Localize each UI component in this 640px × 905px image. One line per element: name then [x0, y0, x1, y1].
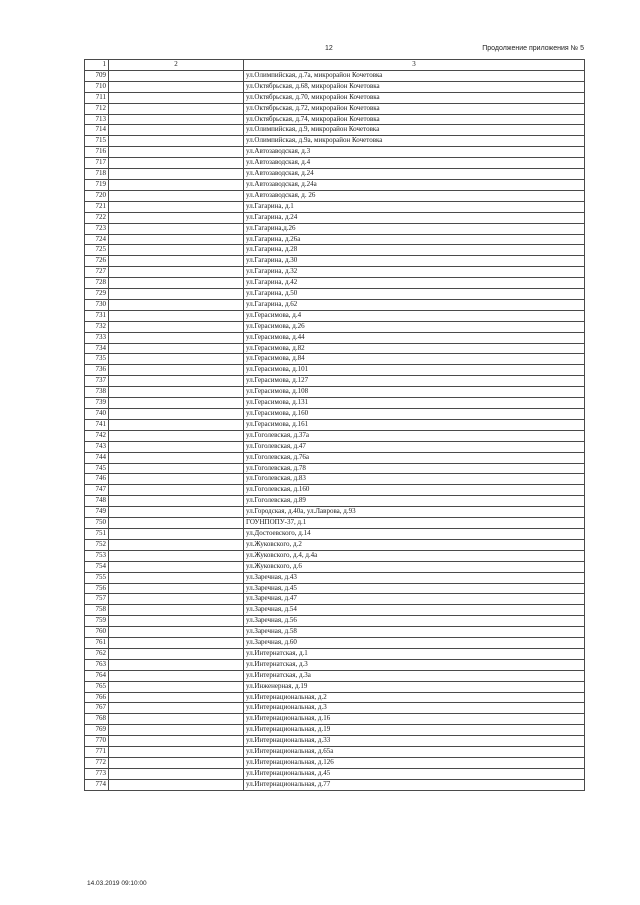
row-number: 768	[85, 714, 109, 725]
row-number: 716	[85, 147, 109, 158]
row-empty-cell	[109, 670, 244, 681]
row-address: ул.Автозаводская, д. 26	[244, 190, 585, 201]
table-row	[85, 725, 585, 736]
table-row	[85, 605, 585, 616]
row-number: 713	[85, 114, 109, 125]
row-number: 752	[85, 539, 109, 550]
table-row	[85, 234, 585, 245]
row-empty-cell	[109, 158, 244, 169]
table-row	[85, 550, 585, 561]
row-number: 744	[85, 452, 109, 463]
row-empty-cell	[109, 234, 244, 245]
table-row	[85, 627, 585, 638]
row-empty-cell	[109, 136, 244, 147]
row-address: ул.Жуковского, д.6	[244, 561, 585, 572]
row-empty-cell	[109, 616, 244, 627]
row-address: ул.Герасимова, д.4	[244, 310, 585, 321]
row-empty-cell	[109, 223, 244, 234]
table-row	[85, 594, 585, 605]
table-row	[85, 638, 585, 649]
row-empty-cell	[109, 125, 244, 136]
print-timestamp: 14.03.2019 09:10:00	[87, 880, 147, 887]
row-address: ул.Интернатская, д.3	[244, 659, 585, 670]
row-address: ул.Гагарина, д.30	[244, 256, 585, 267]
table-row	[85, 190, 585, 201]
row-number: 740	[85, 409, 109, 420]
row-empty-cell	[109, 496, 244, 507]
address-table	[84, 59, 585, 791]
row-address: ул.Гоголевская, д.78	[244, 463, 585, 474]
row-empty-cell	[109, 779, 244, 790]
row-number: 746	[85, 474, 109, 485]
row-number: 757	[85, 594, 109, 605]
table-row	[85, 507, 585, 518]
row-empty-cell	[109, 179, 244, 190]
row-empty-cell	[109, 332, 244, 343]
row-empty-cell	[109, 147, 244, 158]
row-number: 731	[85, 310, 109, 321]
table-row	[85, 463, 585, 474]
row-empty-cell	[109, 190, 244, 201]
table-row	[85, 485, 585, 496]
table-row	[85, 758, 585, 769]
row-address: ул.Заречная, д.58	[244, 627, 585, 638]
row-number: 749	[85, 507, 109, 518]
row-empty-cell	[109, 289, 244, 300]
row-address: ул.Герасимова, д.160	[244, 409, 585, 420]
table-row	[85, 267, 585, 278]
row-number: 730	[85, 299, 109, 310]
row-address: ул.Городская, д.40а, ул.Лаврова, д.93	[244, 507, 585, 518]
row-number: 747	[85, 485, 109, 496]
table-row	[85, 441, 585, 452]
row-address: ул.Гоголевская, д.37а	[244, 430, 585, 441]
row-number: 762	[85, 648, 109, 659]
row-address: ул.Заречная, д.43	[244, 572, 585, 583]
row-address: ул.Герасимова, д.26	[244, 321, 585, 332]
column-header-2: 2	[109, 60, 244, 71]
row-address: ул.Автозаводская, д.24	[244, 169, 585, 180]
row-empty-cell	[109, 714, 244, 725]
table-row	[85, 92, 585, 103]
row-address: ул.Жуковского, д.4, д.4а	[244, 550, 585, 561]
row-empty-cell	[109, 354, 244, 365]
row-empty-cell	[109, 365, 244, 376]
row-number: 714	[85, 125, 109, 136]
row-number: 739	[85, 398, 109, 409]
row-number: 721	[85, 201, 109, 212]
table-row	[85, 158, 585, 169]
row-empty-cell	[109, 507, 244, 518]
row-empty-cell	[109, 703, 244, 714]
row-number: 767	[85, 703, 109, 714]
row-number: 719	[85, 179, 109, 190]
row-empty-cell	[109, 256, 244, 267]
row-empty-cell	[109, 518, 244, 529]
row-empty-cell	[109, 409, 244, 420]
row-empty-cell	[109, 310, 244, 321]
table-row	[85, 179, 585, 190]
row-empty-cell	[109, 572, 244, 583]
row-number: 712	[85, 103, 109, 114]
row-address: ул.Гагарина, д.50	[244, 289, 585, 300]
row-empty-cell	[109, 747, 244, 758]
row-address: ул.Интернациональная, д.3	[244, 703, 585, 714]
table-row	[85, 409, 585, 420]
row-number: 750	[85, 518, 109, 529]
row-address: ул.Жуковского, д.2	[244, 539, 585, 550]
row-empty-cell	[109, 70, 244, 81]
row-empty-cell	[109, 376, 244, 387]
table-row	[85, 779, 585, 790]
row-empty-cell	[109, 398, 244, 409]
table-row	[85, 289, 585, 300]
row-number: 742	[85, 430, 109, 441]
row-empty-cell	[109, 245, 244, 256]
row-empty-cell	[109, 419, 244, 430]
row-number: 723	[85, 223, 109, 234]
row-address: ул.Заречная, д.54	[244, 605, 585, 616]
row-number: 720	[85, 190, 109, 201]
table-header-row	[85, 60, 585, 71]
row-address: ул.Октябрьская, д.70, микрорайон Кочетовка	[244, 92, 585, 103]
row-number: 771	[85, 747, 109, 758]
row-address: ул.Гагарина,д.26	[244, 223, 585, 234]
row-address: ул.Интернациональная, д.126	[244, 758, 585, 769]
row-address: ул.Гагарина, д.62	[244, 299, 585, 310]
row-number: 753	[85, 550, 109, 561]
table-row	[85, 736, 585, 747]
row-empty-cell	[109, 92, 244, 103]
row-empty-cell	[109, 169, 244, 180]
row-address: ул.Гагарина, д.24	[244, 212, 585, 223]
row-number: 727	[85, 267, 109, 278]
column-header-3: 3	[244, 60, 585, 71]
row-number: 758	[85, 605, 109, 616]
row-empty-cell	[109, 539, 244, 550]
row-number: 763	[85, 659, 109, 670]
row-empty-cell	[109, 299, 244, 310]
row-number: 717	[85, 158, 109, 169]
row-address: ул.Октябрьская, д.68, микрорайон Кочетовка	[244, 81, 585, 92]
table-row	[85, 430, 585, 441]
row-number: 745	[85, 463, 109, 474]
row-number: 718	[85, 169, 109, 180]
row-empty-cell	[109, 343, 244, 354]
row-number: 732	[85, 321, 109, 332]
row-address: ул.Гоголевская, д.160	[244, 485, 585, 496]
row-address: ул.Гоголевская, д.76а	[244, 452, 585, 463]
row-address: ул.Интернациональная, д.65а	[244, 747, 585, 758]
row-empty-cell	[109, 648, 244, 659]
row-number: 761	[85, 638, 109, 649]
appendix-continuation-note: Продолжение приложения № 5	[482, 45, 584, 52]
table-row	[85, 539, 585, 550]
row-number: 715	[85, 136, 109, 147]
row-number: 765	[85, 681, 109, 692]
row-address: ул.Заречная, д.47	[244, 594, 585, 605]
row-number: 734	[85, 343, 109, 354]
table-row	[85, 659, 585, 670]
table-row	[85, 681, 585, 692]
row-empty-cell	[109, 736, 244, 747]
row-address: ул.Интернациональная, д.45	[244, 768, 585, 779]
table-row	[85, 354, 585, 365]
row-empty-cell	[109, 561, 244, 572]
table-row	[85, 714, 585, 725]
row-empty-cell	[109, 321, 244, 332]
row-number: 710	[85, 81, 109, 92]
row-address: ул.Октябрьская, д.72, микрорайон Кочетовка	[244, 103, 585, 114]
table-row	[85, 768, 585, 779]
row-number: 736	[85, 365, 109, 376]
row-empty-cell	[109, 638, 244, 649]
row-address: ул.Гагарина, д.1	[244, 201, 585, 212]
row-empty-cell	[109, 441, 244, 452]
table-row	[85, 747, 585, 758]
row-number: 772	[85, 758, 109, 769]
row-number: 729	[85, 289, 109, 300]
row-number: 722	[85, 212, 109, 223]
address-table-body	[85, 60, 585, 791]
row-number: 774	[85, 779, 109, 790]
row-number: 741	[85, 419, 109, 430]
table-row	[85, 648, 585, 659]
row-empty-cell	[109, 550, 244, 561]
table-row	[85, 365, 585, 376]
table-row	[85, 518, 585, 529]
row-address: ул.Герасимова, д.131	[244, 398, 585, 409]
row-empty-cell	[109, 605, 244, 616]
row-number: 769	[85, 725, 109, 736]
table-row	[85, 703, 585, 714]
row-address: ул.Достоевского, д.14	[244, 528, 585, 539]
row-number: 760	[85, 627, 109, 638]
table-row	[85, 81, 585, 92]
row-empty-cell	[109, 583, 244, 594]
row-empty-cell	[109, 463, 244, 474]
row-address: ул.Гоголевская, д.47	[244, 441, 585, 452]
row-address: ул.Гагарина, д.28	[244, 245, 585, 256]
row-empty-cell	[109, 681, 244, 692]
table-row	[85, 299, 585, 310]
row-address: ул.Автозаводская, д.24а	[244, 179, 585, 190]
row-empty-cell	[109, 103, 244, 114]
row-empty-cell	[109, 659, 244, 670]
row-number: 737	[85, 376, 109, 387]
table-row	[85, 343, 585, 354]
row-address: ул.Герасимова, д.101	[244, 365, 585, 376]
row-address: ул.Герасимова, д.161	[244, 419, 585, 430]
table-row	[85, 321, 585, 332]
table-row	[85, 201, 585, 212]
row-address: ул.Интернациональная, д.19	[244, 725, 585, 736]
row-number: 733	[85, 332, 109, 343]
column-header-1: 1	[85, 60, 109, 71]
row-number: 724	[85, 234, 109, 245]
row-address: ул.Заречная, д.56	[244, 616, 585, 627]
row-empty-cell	[109, 474, 244, 485]
table-row	[85, 114, 585, 125]
table-row	[85, 452, 585, 463]
row-address: ул.Герасимова, д.82	[244, 343, 585, 354]
row-number: 709	[85, 70, 109, 81]
row-address: ул.Октябрьская, д.74, микрорайон Кочетовка	[244, 114, 585, 125]
row-address: ул.Герасимова, д.44	[244, 332, 585, 343]
row-empty-cell	[109, 267, 244, 278]
row-number: 756	[85, 583, 109, 594]
table-row	[85, 223, 585, 234]
page-number: 12	[325, 45, 333, 52]
row-address: ул.Интернатская, д.1	[244, 648, 585, 659]
row-number: 743	[85, 441, 109, 452]
row-number: 751	[85, 528, 109, 539]
table-row	[85, 212, 585, 223]
row-empty-cell	[109, 758, 244, 769]
row-address: ул.Олимпийская, д.9, микрорайон Кочетовка	[244, 125, 585, 136]
table-row	[85, 256, 585, 267]
table-row	[85, 572, 585, 583]
row-number: 773	[85, 768, 109, 779]
row-address: ул.Инженерная, д.19	[244, 681, 585, 692]
table-row	[85, 496, 585, 507]
table-row	[85, 125, 585, 136]
row-empty-cell	[109, 627, 244, 638]
row-address: ул.Интернациональная, д.77	[244, 779, 585, 790]
table-row	[85, 419, 585, 430]
row-number: 748	[85, 496, 109, 507]
row-empty-cell	[109, 485, 244, 496]
row-address: ул.Гагарина, д.32	[244, 267, 585, 278]
row-address: ул.Автозаводская, д.3	[244, 147, 585, 158]
row-number: 711	[85, 92, 109, 103]
table-row	[85, 70, 585, 81]
table-row	[85, 398, 585, 409]
table-row	[85, 670, 585, 681]
row-empty-cell	[109, 278, 244, 289]
table-row	[85, 616, 585, 627]
row-address: ул.Олимпийская, д.9а, микрорайон Кочетовка	[244, 136, 585, 147]
row-empty-cell	[109, 212, 244, 223]
row-number: 766	[85, 692, 109, 703]
table-row	[85, 583, 585, 594]
row-address: ул.Интернациональная, д.16	[244, 714, 585, 725]
row-empty-cell	[109, 725, 244, 736]
table-row	[85, 376, 585, 387]
row-address: ул.Интернатская, д.3а	[244, 670, 585, 681]
table-row	[85, 147, 585, 158]
row-address: ул.Герасимова, д.84	[244, 354, 585, 365]
row-number: 728	[85, 278, 109, 289]
row-address: ул.Гагарина, д.26а	[244, 234, 585, 245]
row-number: 738	[85, 387, 109, 398]
row-empty-cell	[109, 201, 244, 212]
row-number: 735	[85, 354, 109, 365]
table-row	[85, 310, 585, 321]
row-address: ул.Интернациональная, д.33	[244, 736, 585, 747]
row-empty-cell	[109, 594, 244, 605]
row-empty-cell	[109, 81, 244, 92]
table-row	[85, 387, 585, 398]
table-row	[85, 332, 585, 343]
row-number: 770	[85, 736, 109, 747]
row-address: ул.Герасимова, д.127	[244, 376, 585, 387]
row-address: ул.Автозаводская, д.4	[244, 158, 585, 169]
row-address: ул.Гагарина, д.42	[244, 278, 585, 289]
row-number: 754	[85, 561, 109, 572]
row-number: 725	[85, 245, 109, 256]
table-row	[85, 245, 585, 256]
row-number: 726	[85, 256, 109, 267]
row-address: ул.Интернациональная, д.2	[244, 692, 585, 703]
row-address: ул.Заречная, д.45	[244, 583, 585, 594]
row-empty-cell	[109, 114, 244, 125]
row-number: 759	[85, 616, 109, 627]
row-number: 764	[85, 670, 109, 681]
row-address: ул.Гоголевская, д.83	[244, 474, 585, 485]
table-row	[85, 474, 585, 485]
row-empty-cell	[109, 430, 244, 441]
row-address: ул.Гоголевская, д.89	[244, 496, 585, 507]
table-row	[85, 169, 585, 180]
table-row	[85, 528, 585, 539]
row-address: ул.Заречная, д.60	[244, 638, 585, 649]
row-empty-cell	[109, 387, 244, 398]
table-row	[85, 278, 585, 289]
table-row	[85, 136, 585, 147]
row-address: ул.Олимпийская, д.7а, микрорайон Кочетовка	[244, 70, 585, 81]
row-address: ул.Герасимова, д.108	[244, 387, 585, 398]
row-address: ГОУНПОПУ-37, д.1	[244, 518, 585, 529]
table-row	[85, 561, 585, 572]
table-row	[85, 103, 585, 114]
table-row	[85, 692, 585, 703]
row-number: 755	[85, 572, 109, 583]
row-empty-cell	[109, 452, 244, 463]
row-empty-cell	[109, 768, 244, 779]
row-empty-cell	[109, 692, 244, 703]
row-empty-cell	[109, 528, 244, 539]
